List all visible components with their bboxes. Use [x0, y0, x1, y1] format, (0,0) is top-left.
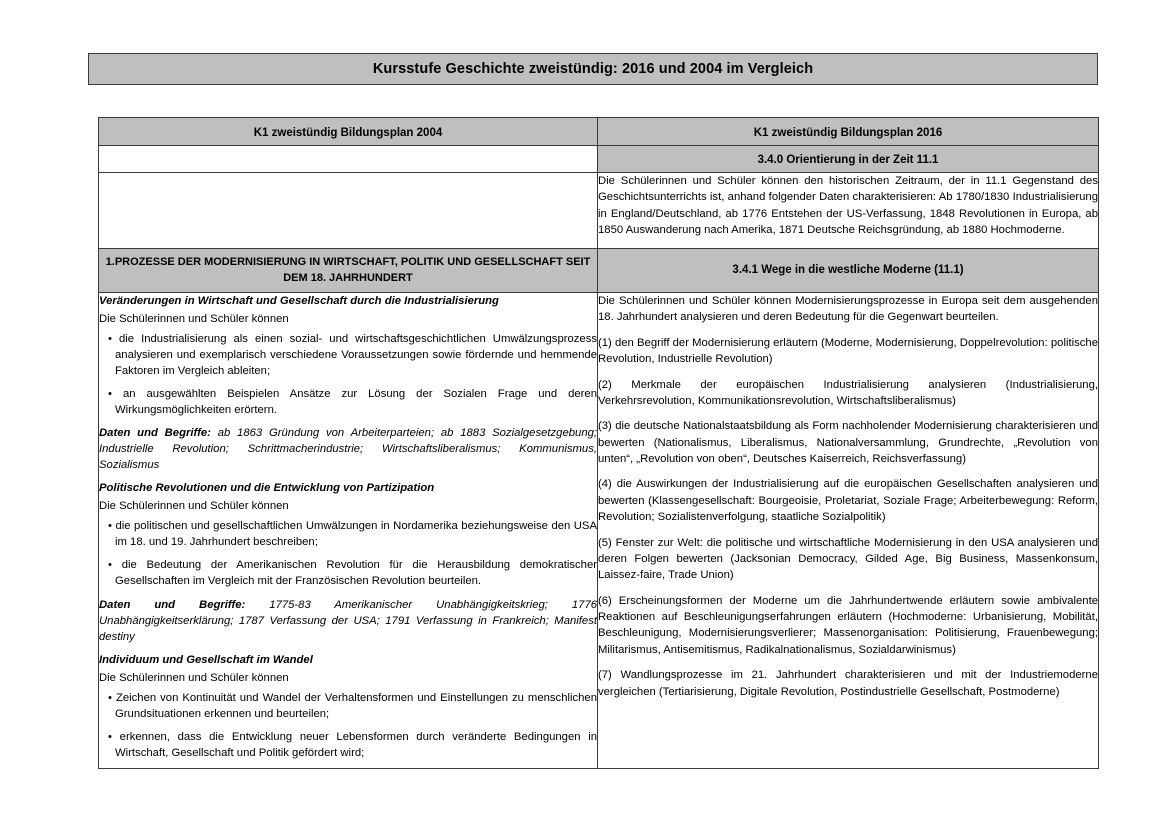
table-row — [99, 293, 1099, 769]
section-band-2016-label: 3.4.1 Wege in die westliche Moderne (11.1) — [732, 264, 964, 277]
table-row — [99, 249, 1099, 293]
table-row — [99, 173, 1099, 249]
bullet-icon: • — [108, 691, 112, 704]
bullet-icon: • — [108, 520, 112, 533]
list-item — [99, 518, 597, 550]
empty-cell-left-body — [99, 173, 598, 249]
bullet-icon: • — [108, 559, 112, 572]
list-item — [99, 690, 597, 722]
list-item — [99, 729, 597, 761]
daten-und-begriffe-2 — [99, 597, 597, 645]
page-title: Kursstufe Geschichte zweistündig: 2016 und 2004 im Vergleich — [372, 61, 814, 77]
list-item-text: erkennen, dass die Entwicklung neuer Lebensformen durch veränderte Bedingungen in Wirtschaft, Gesellschaft und Politik gefördert wird; — [115, 730, 597, 759]
section-header-3-4-0 — [598, 146, 1099, 173]
list-item-text: die politischen und gesellschaftlichen Umwälzungen in Nordamerika beziehungsweise den USA im 18. und 19. Jahrhundert beschreiben; — [115, 520, 597, 549]
column-header-2016 — [598, 118, 1099, 146]
competency-item: (1) den Begriff der Modernisierung erläutern (Moderne, Modernisierung, Doppelrevolution: politische Revolution, Industrielle Revolution) — [598, 336, 1098, 366]
comparison-table — [98, 117, 1099, 769]
wege-intro-paragraph: Die Schülerinnen und Schüler können Modernisierungsprozesse in Europa seit dem ausgehenden 18. Jahrhundert analysieren und deren Bedeutung für die Gegenwart beurteilen. — [598, 295, 1098, 324]
competency-item: (4) die Auswirkungen der Industrialisierung auf die europäischen Gesellschaften analysieren und bewerten (Klassengesellschaft: Bourgeoisie, Proletariat, Soziale Frage; Arbeiterbewegung: Reform, Revolution; Sozialistenverfolgung, staatliche Sozialpolitik) — [598, 478, 1098, 524]
bullet-icon: • — [108, 333, 112, 346]
bildungsplan-2016-body — [598, 293, 1099, 769]
column-header-2016-label: K1 zweistündig Bildungsplan 2016 — [753, 126, 943, 139]
orientierung-paragraph: Die Schülerinnen und Schüler können den historischen Zeitraum, der in 11.1 Gegenstand des Geschichtsunterrichts ist, anhand folgender Daten charakterisieren: Ab 1780/1830 Industrialisierung in England/Deutschland, ab 1776 Entstehen der US-Verfassung, 1848 Revolutionen in Europa, ab 1850 Auswanderung nach Amerika, 1871 Deutsche Reichsgründung, ab 1880 Hochmoderne. — [598, 175, 1098, 237]
bullet-icon: • — [108, 730, 112, 743]
competency-item: (5) Fenster zur Welt: die politische und wirtschaftliche Modernisierung in den USA analysieren und deren Folgen bewerten (Jacksonian Democracy, Gilded Age, Big Business, Massenkonsum, Laissez-faire, Trade Union) — [598, 536, 1098, 582]
column-header-2004 — [99, 118, 598, 146]
table-row — [99, 146, 1099, 173]
competency-item: (2) Merkmale der europäischen Industrialisierung analysieren (Industrialisierung, Verkehrsrevolution, Kommunikationsrevolution, Wirtschaftsliberalismus) — [598, 378, 1098, 407]
table-header-row — [99, 118, 1099, 146]
list-item — [99, 331, 597, 379]
list-item-text: die Industrialisierung als einen sozial- und wirtschaftsgeschichtlichen Umwälzungsprozess analysieren und exemplarisch verschiedene Voraussetzungen sowie fördernde und hemmende Faktoren im Vergleich ableiten; — [115, 333, 598, 378]
list-item — [99, 386, 597, 418]
list-item — [99, 557, 597, 589]
subsection-lead-1: Die Schülerinnen und Schüler können — [99, 313, 289, 326]
list-item-text: an ausgewählten Beispielen Ansätze zur Lösung der Sozialen Frage und deren Wirkungsmöglichkeiten erörtern. — [115, 388, 597, 417]
list-item-text: Zeichen von Kontinuität und Wandel der Verhaltensformen und Einstellungen zu menschlichen Grundsituationen erkennen und beurteilen; — [115, 691, 597, 720]
daten-text: ab 1863 Gründung von Arbeiterparteien; ab 1883 Sozialgesetzgebung; Industrielle Revolution; Schrittmacherindustrie; Wirtschaftsliberalismus; Kommunismus, Sozialismus — [99, 427, 598, 472]
subsection-lead-3: Die Schülerinnen und Schüler können — [99, 671, 289, 684]
section-header-3-4-0-label: 3.4.0 Orientierung in der Zeit 11.1 — [757, 154, 939, 166]
competency-item: (3) die deutsche Nationalstaatsbildung als Form nachholender Modernisierung charakterisieren und bewerten (Nationalismus, Liberalismus, Nationalversammlung, Grundrechte, „Revolution von unten“, „Revolution von oben“, Deutsches Kaiserreich, Reichsverfassung) — [598, 420, 1098, 465]
orientierung-body-cell — [598, 173, 1099, 249]
column-header-2004-label: K1 zweistündig Bildungsplan 2004 — [253, 126, 443, 139]
subsection-title-3: Individuum und Gesellschaft im Wandel — [99, 653, 313, 666]
document-title-banner — [88, 53, 1098, 85]
subsection-title-2: Politische Revolutionen und die Entwicklung von Partizipation — [99, 482, 435, 495]
bildungsplan-2004-body — [99, 293, 598, 769]
section-band-2004-label: 1.PROZESSE DER MODERNISIERUNG IN WIRTSCHAFT, POLITIK UND GESELLSCHAFT SEIT DEM 18. JAHRHUNDERT — [105, 255, 591, 284]
subsection-lead-2: Die Schülerinnen und Schüler können — [99, 500, 289, 513]
competency-item: (6) Erscheinungsformen der Moderne um die Jahrhundertwende erläutern sowie ambivalente Reaktionen auf Beschleunigungserfahrungen erläutern (Hochmoderne: Urbanisierung, Mobilität, Beschleunigung, Modernisierungsverlierer; Massenorganisation: Politisierung, Frauenbewegung; Militarismus, Antisemitismus, Radikalnationalismus, Sozialdarwinismus) — [598, 594, 1098, 656]
bullet-icon: • — [108, 388, 112, 401]
competency-item: (7) Wandlungsprozesse im 21. Jahrhundert charakterisieren und mit der Industriemoderne vergleichen (Tertiarisierung, Digitale Revolution, Postindustrielle Gesellschaft, Postmoderne) — [598, 669, 1098, 698]
daten-label: Daten und Begriffe: — [99, 598, 246, 611]
list-item-text: die Bedeutung der Amerikanischen Revolution für die Herausbildung demokratischer Gesellschaften im Vergleich mit der Französischen Revolution beurteilen. — [115, 559, 598, 588]
daten-label: Daten und Begriffe: — [99, 427, 211, 440]
empty-cell-left — [99, 146, 598, 173]
daten-text: 1775-83 Amerikanischer Unabhängigkeitskrieg; 1776 Unabhängigkeitserklärung; 1787 Verfassung der USA; 1791 Verfassung in Frankreich; Manifest destiny — [99, 598, 598, 643]
section-band-2016 — [598, 249, 1099, 293]
daten-und-begriffe-1 — [99, 425, 597, 473]
subsection-title-1: Veränderungen in Wirtschaft und Gesellschaft durch die Industrialisierung — [99, 295, 499, 307]
section-band-2004 — [99, 249, 598, 293]
